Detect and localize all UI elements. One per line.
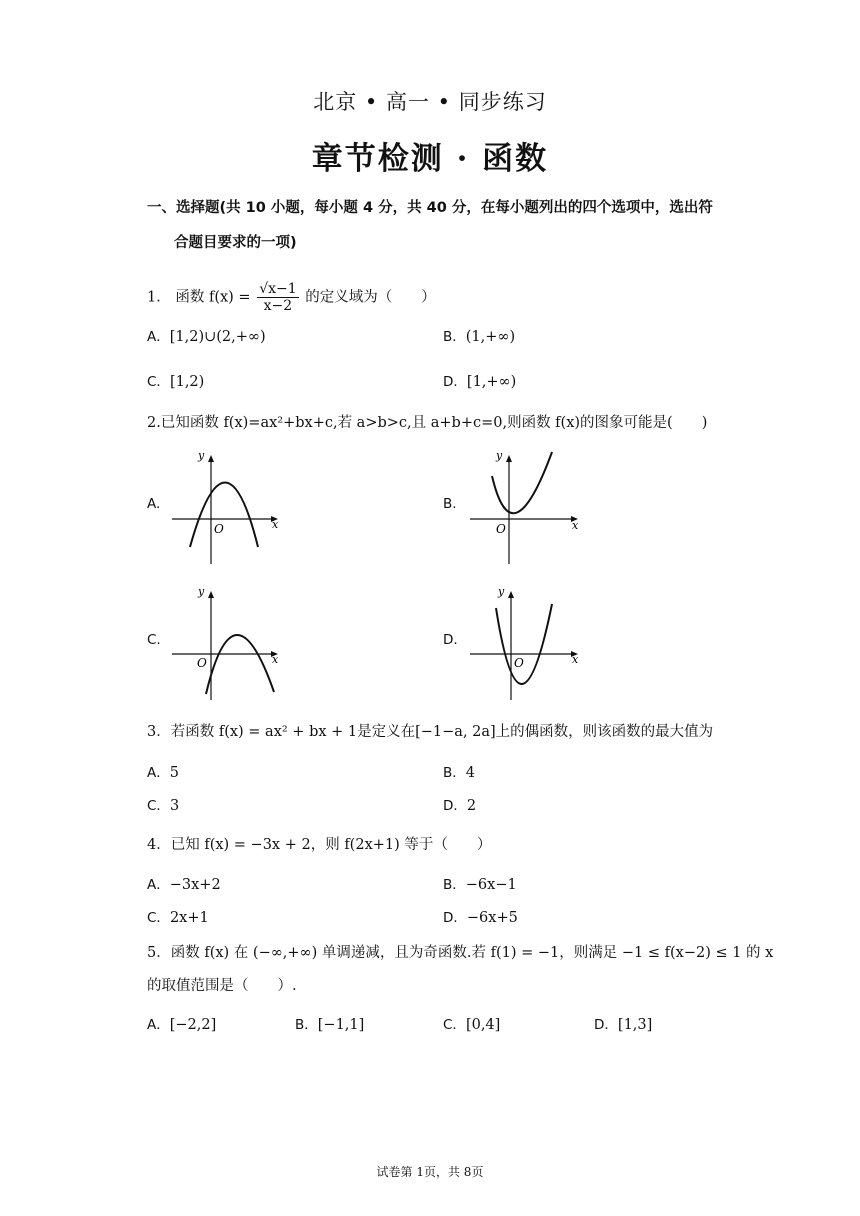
q5-option-c-text: [0,4] — [465, 1017, 501, 1033]
q5-option-a-text: [−2,2] — [169, 1017, 217, 1033]
page-title: 章节检测 · 函数 — [311, 141, 549, 177]
q2-option-d-label[interactable]: D. — [443, 632, 458, 648]
q3-option-c[interactable]: C．3 — [147, 798, 180, 814]
x-axis-label: x — [572, 519, 579, 532]
parabola-curve — [206, 635, 274, 694]
q5-option-d[interactable]: D．[1,3] — [594, 1017, 653, 1033]
q1-option-c[interactable]: C．[1,2) — [147, 374, 205, 390]
q3-option-b[interactable]: B．4 — [443, 765, 475, 781]
q2-graph-a[interactable] — [168, 446, 288, 570]
x-axis-label: x — [272, 653, 279, 666]
fraction-denominator: x−2 — [263, 298, 293, 314]
q3-option-b-text: 4 — [465, 765, 475, 781]
page-footer: 试卷第 1页，共 8页 — [376, 1165, 484, 1179]
fraction-numerator: √x−1 — [259, 281, 297, 297]
q3-option-d-text: 2 — [466, 798, 477, 814]
x-axis-label: x — [272, 518, 279, 531]
q1-option-d[interactable]: D．[1,+∞) — [443, 374, 517, 390]
q4-option-c[interactable]: C．2x+1 — [147, 910, 209, 926]
y-axis-label: y — [198, 585, 205, 598]
q3-option-a[interactable]: A．5 — [147, 765, 179, 781]
q1-option-c-text: [1,2) — [169, 374, 205, 390]
q5-option-b-text: [−1,1] — [317, 1017, 365, 1033]
q3-option-d[interactable]: D．2 — [443, 798, 477, 814]
q1-option-a-text: [1,2)∪(2,+∞) — [169, 329, 266, 345]
q2-graph-d[interactable] — [464, 582, 584, 706]
q5-option-c[interactable]: C．[0,4] — [443, 1017, 501, 1033]
question-1-post: 的定义域为（ ） — [305, 289, 436, 306]
y-axis-arrow-icon — [208, 591, 214, 598]
parabola-curve — [190, 483, 258, 548]
y-axis-arrow-icon — [208, 455, 214, 462]
question-5-line2: 的取值范围是（ ）. — [147, 978, 297, 994]
origin-label: O — [214, 522, 224, 536]
q2-option-a-label[interactable]: A. — [147, 496, 161, 512]
q1-option-b-text: (1,+∞) — [465, 329, 516, 345]
question-2: 2.已知函数 f(x)=ax²+bx+c,若 a>b>c,且 a+b+c=0,则函数 f(x)的图象可能是( ) — [147, 415, 708, 431]
question-5-line1: 5．函数 f(x) 在 (−∞,+∞) 单调递减，且为奇函数.若 f(1) = −1，则满足 −1 ≤ f(x−2) ≤ 1 的 x — [147, 945, 774, 961]
question-3: 3．若函数 f(x) = ax² + bx + 1是定义在[−1−a, 2a]上的偶函数，则该函数的最大值为 — [147, 724, 714, 740]
question-1-pre: 函数 f(x) = — [175, 289, 251, 306]
q2-option-b-label[interactable]: B. — [443, 496, 457, 512]
x-axis-label: x — [572, 653, 579, 666]
origin-label: O — [197, 656, 207, 670]
page-header: 北京 • 高一 • 同步练习 — [313, 90, 547, 114]
q5-option-d-text: [1,3] — [617, 1017, 653, 1033]
q4-option-d-text: −6x+5 — [466, 910, 518, 926]
y-axis-arrow-icon — [508, 591, 514, 598]
question-1-number: 1． — [147, 289, 171, 306]
q2-option-c-label[interactable]: C. — [147, 632, 161, 648]
q4-option-a-text: −3x+2 — [169, 877, 221, 893]
q4-option-b[interactable]: B．−6x−1 — [443, 877, 517, 893]
section-heading-line2: 合题目要求的一项) — [174, 235, 297, 251]
q3-option-a-text: 5 — [169, 765, 179, 781]
y-axis-label: y — [496, 449, 503, 462]
y-axis-label: y — [498, 585, 505, 598]
q2-graph-c[interactable] — [168, 582, 288, 706]
y-axis-label: y — [198, 449, 205, 462]
question-1 — [147, 281, 436, 314]
q4-option-a[interactable]: A．−3x+2 — [147, 877, 221, 893]
q3-option-c-text: 3 — [169, 798, 180, 814]
q1-option-b[interactable]: B．(1,+∞) — [443, 329, 516, 345]
q5-option-a[interactable]: A．[−2,2] — [147, 1017, 217, 1033]
q4-option-b-text: −6x−1 — [465, 877, 517, 893]
q1-option-d-text: [1,+∞) — [466, 374, 517, 390]
q1-option-a[interactable]: A．[1,2)∪(2,+∞) — [147, 329, 266, 345]
q2-graph-b[interactable] — [464, 446, 584, 570]
q5-option-b[interactable]: B．[−1,1] — [295, 1017, 365, 1033]
y-axis-arrow-icon — [506, 455, 512, 462]
origin-label: O — [514, 656, 524, 670]
q4-option-d[interactable]: D．−6x+5 — [443, 910, 518, 926]
section-heading-line1: 一、选择题(共 10 小题，每小题 4 分，共 40 分，在每小题列出的四个选项中，选出符 — [147, 200, 713, 216]
question-1-fraction — [257, 281, 298, 314]
q4-option-c-text: 2x+1 — [169, 910, 209, 926]
question-4: 4．已知 f(x) = −3x + 2，则 f(2x+1) 等于（ ） — [147, 837, 492, 853]
origin-label: O — [496, 522, 506, 536]
parabola-curve — [496, 604, 552, 684]
